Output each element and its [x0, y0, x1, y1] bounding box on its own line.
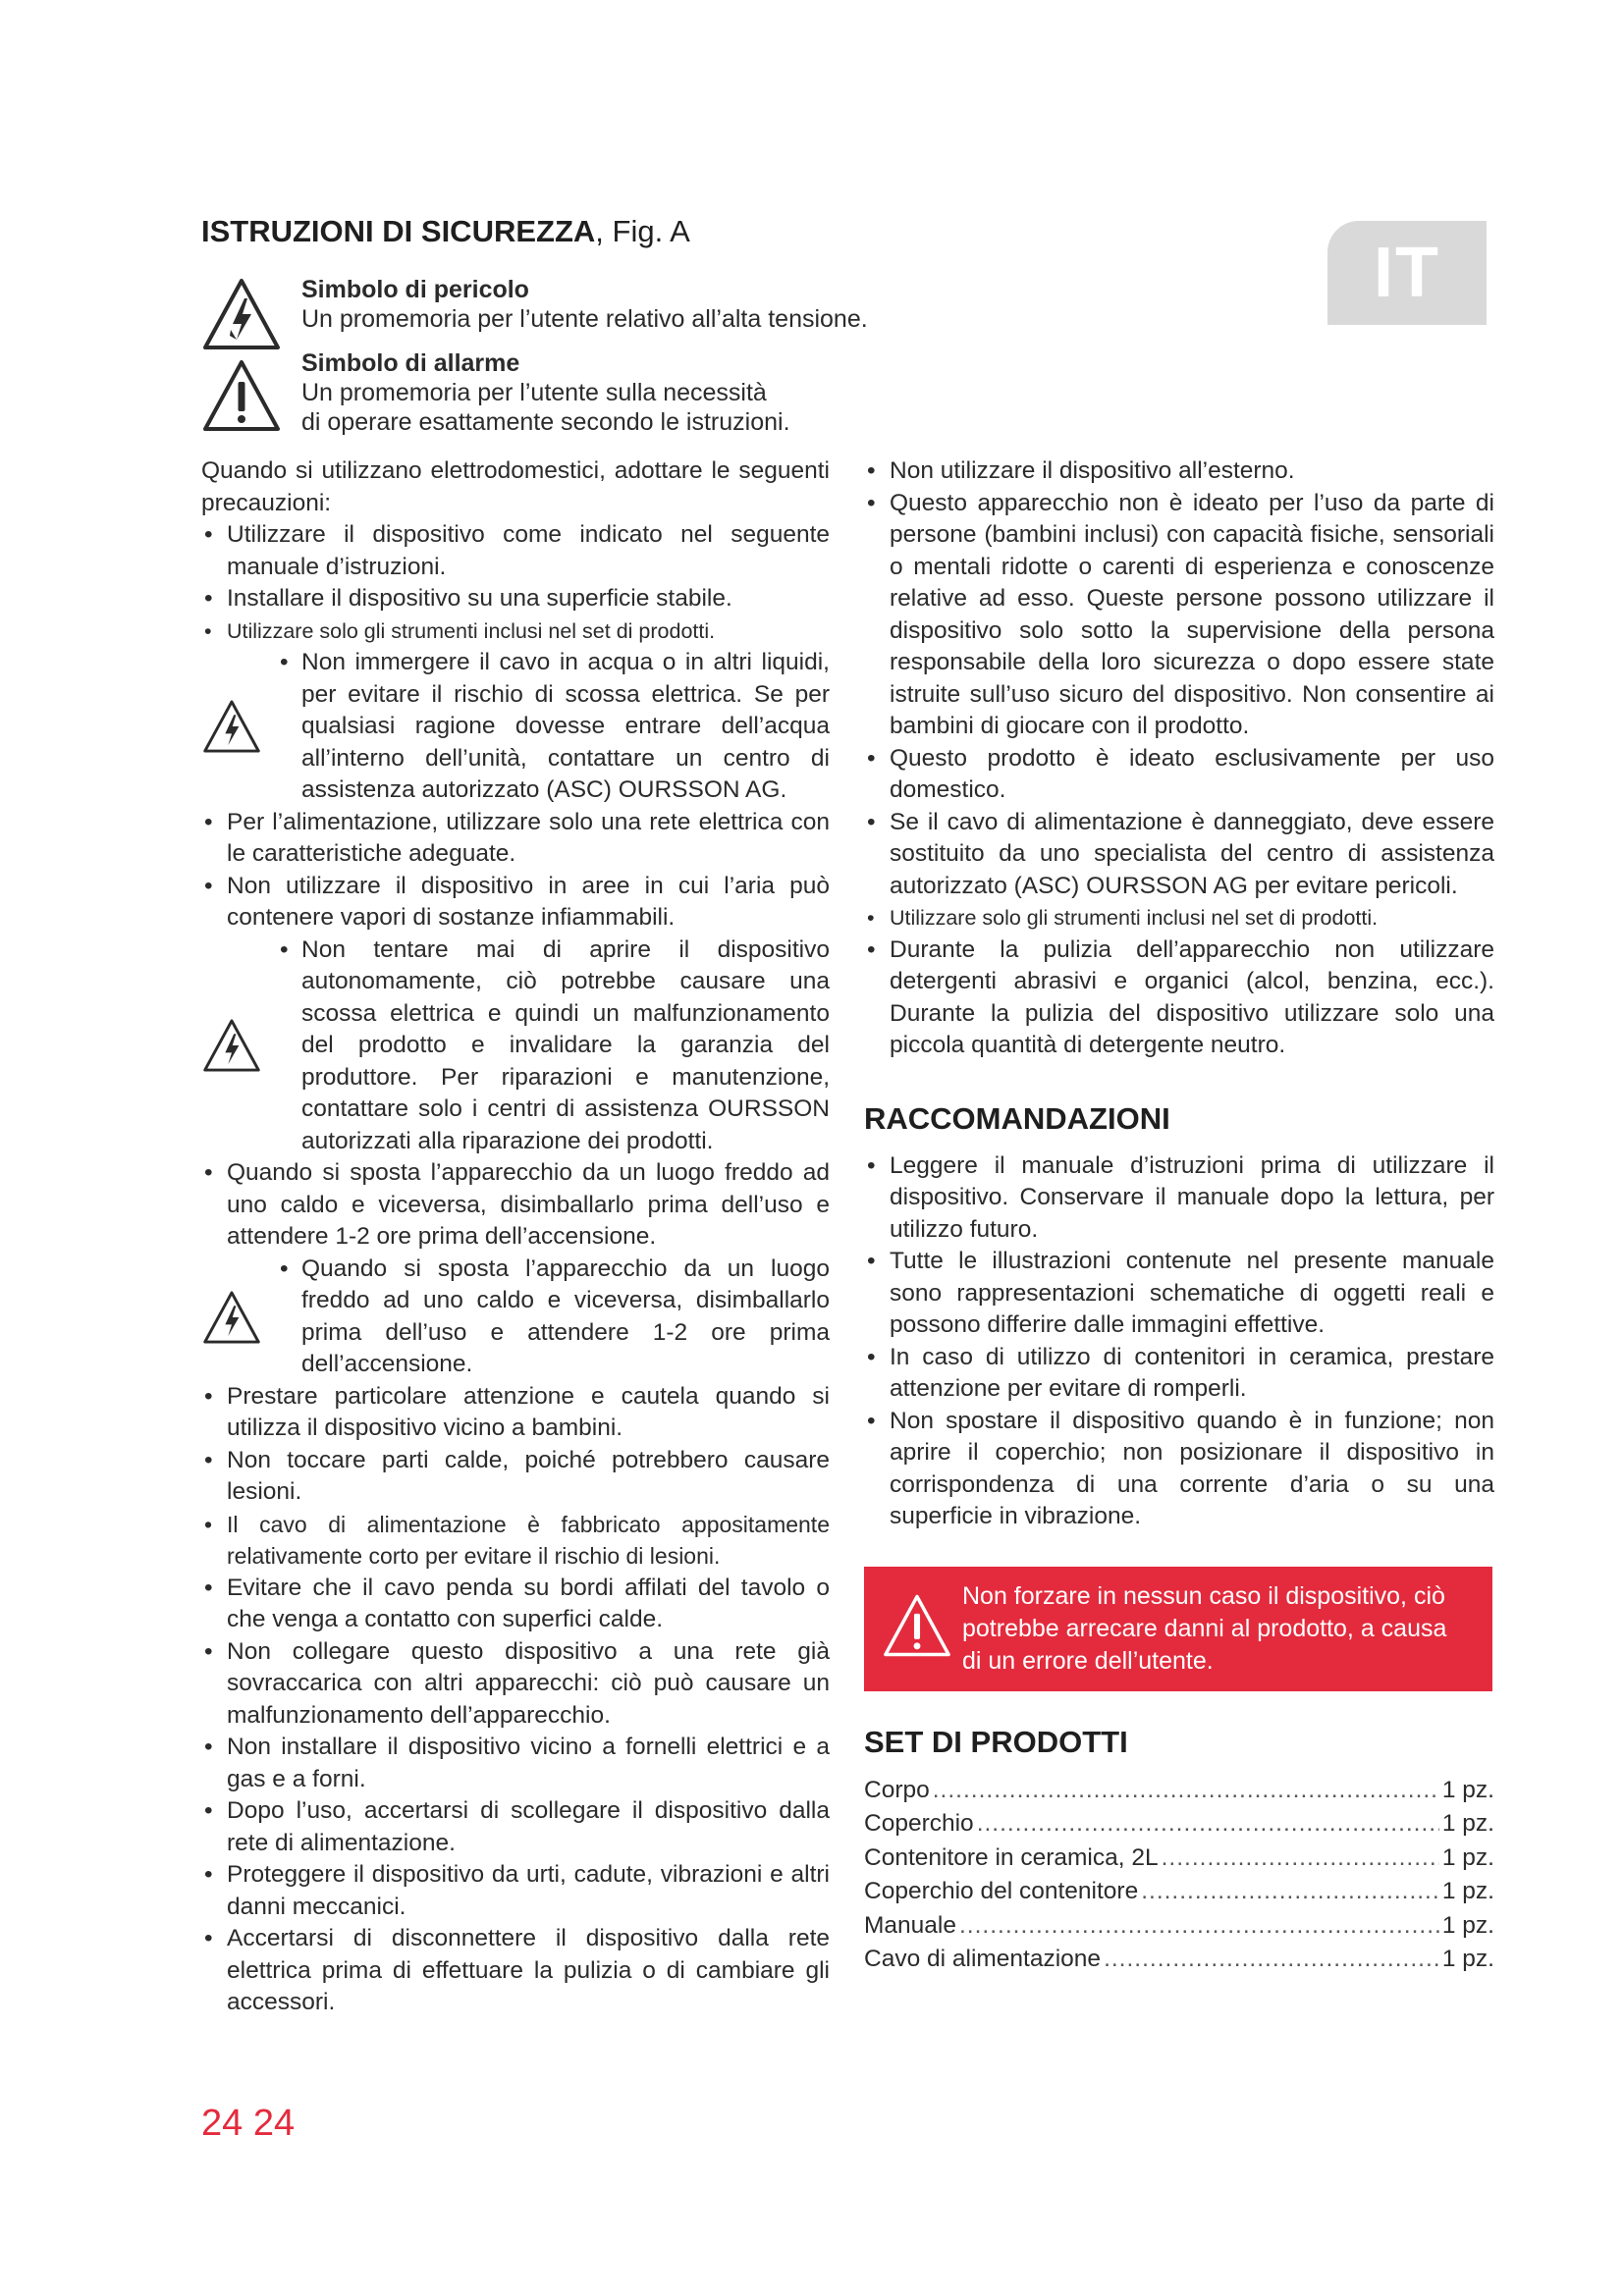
product-qty: 1 pz. — [1441, 1776, 1494, 1803]
list-item: • Utilizzare solo gli strumenti inclusi nel set di prodotti. — [864, 902, 1494, 934]
product-qty: 1 pz. — [1441, 1843, 1494, 1871]
symbol-heading: Simbolo di allarme — [301, 349, 520, 377]
list-item: • Questo prodotto è ideato esclusivamente per uso domestico. — [864, 743, 1494, 807]
product-qty: 1 pz. — [1441, 1946, 1494, 1972]
list-item: • Non utilizzare il dispositivo all’esterno. — [864, 455, 1494, 488]
symbol-description: Un promemoria per l’utente relativo all’alta tensione. — [301, 305, 868, 333]
warning-item — [201, 1254, 830, 1381]
warning-item — [201, 647, 830, 807]
list-item: • Non utilizzare il dispositivo in aree in cui l’aria può contenere vapori di sostanze infiammabili. — [201, 871, 830, 934]
product-qty: 1 pz. — [1441, 1878, 1494, 1904]
list-item: • In caso di utilizzo di contenitori in ceramica, prestare attenzione per evitare di romperli. — [864, 1342, 1494, 1406]
product-name: Corpo — [864, 1776, 930, 1803]
product-set-row — [864, 1875, 1494, 1909]
dot-leader — [959, 1909, 1439, 1944]
warning-text: • Non tentare mai di aprire il dispositivo autonomamente, ciò potrebbe causare una scossa elettrica e quindi un malfunzionamento del prodotto e invalidare la garanzia del produttore. Per riparazioni e manutenzione, contattare solo i centri di assistenza OURSSON autorizzati alla riparazione dei prodotti. — [280, 934, 830, 1158]
list-item: • Non installare il dispositivo vicino a fornelli elettrici e a gas e a forni. — [201, 1732, 830, 1795]
product-name: Manuale — [864, 1911, 956, 1939]
warning-box — [864, 1567, 1492, 1691]
list-item: • Non toccare parti calde, poiché potrebbero causare lesioni. — [201, 1445, 830, 1509]
high-voltage-icon — [201, 277, 282, 351]
language-tab: IT — [1327, 221, 1487, 325]
list-item: • Installare il dispositivo su una superficie stabile. — [201, 583, 830, 615]
list-item: • Se il cavo di alimentazione è danneggiato, deve essere sostituito da uno specialista del centro di assistenza autorizzato (ASC) OURSSON AG per evitare pericoli. — [864, 807, 1494, 903]
list-item: • Tutte le illustrazioni contenute nel presente manuale sono rappresentazioni schematiche di oggetti reali e possono differire dalle immagini effettive. — [864, 1246, 1494, 1342]
list-item: • Evitare che il cavo penda su bordi affilati del tavolo o che venga a contatto con superfici calde. — [201, 1573, 830, 1636]
symbol-danger — [201, 275, 928, 334]
page-title — [201, 214, 690, 249]
product-name: Cavo di alimentazione — [864, 1946, 1102, 1972]
list-item: • Durante la pulizia dell’apparecchio non utilizzare detergenti abrasivi e organici (alcol, benzina, ecc.). Durante la pulizia del dispositivo utilizzare solo una piccola quantità di detergente neutro. — [864, 934, 1494, 1062]
list-item: • Per l’alimentazione, utilizzare solo una rete elettrica con le caratteristiche adeguate. — [201, 807, 830, 871]
product-set-row — [864, 1774, 1494, 1808]
product-qty: 1 pz. — [1441, 1810, 1494, 1837]
title-bold: ISTRUZIONI DI SICUREZZA — [201, 214, 596, 248]
product-name: Coperchio del contenitore — [864, 1878, 1139, 1904]
left-column — [201, 455, 830, 2019]
symbol-heading: Simbolo di pericolo — [301, 276, 529, 303]
dot-leader — [1141, 1875, 1439, 1909]
list-item: • Utilizzare il dispositivo come indicato nel seguente manuale d’istruzioni. — [201, 519, 830, 583]
product-set-row — [864, 1807, 1494, 1842]
symbol-description-line: Un promemoria per l’utente sulla necessità — [301, 379, 767, 406]
symbol-alarm — [201, 348, 928, 439]
product-set-row — [864, 1842, 1494, 1876]
product-set-title: SET DI PRODOTTI — [864, 1724, 1128, 1759]
list-item: • Accertarsi di disconnettere il dispositivo dalla rete elettrica prima di effettuare la pulizia o di cambiare gli accessori. — [201, 1923, 830, 2019]
right-column — [864, 455, 1494, 1977]
symbol-description-line: di operare esattamente secondo le istruzioni. — [301, 408, 790, 436]
list-item: • Quando si sposta l’apparecchio da un luogo freddo ad uno caldo e viceversa, disimballarlo prima dell’uso e attendere 1-2 ore prima dell’accensione. — [201, 1157, 830, 1254]
list-item: • Utilizzare solo gli strumenti inclusi nel set di prodotti. — [201, 615, 830, 648]
recommendations-title: RACCOMANDAZIONI — [864, 1100, 1170, 1136]
intro-text: Quando si utilizzano elettrodomestici, adottare le seguenti precauzioni: — [201, 457, 830, 516]
product-set-row — [864, 1943, 1494, 1977]
list-item: • Prestare particolare attenzione e cautela quando si utilizza il dispositivo vicino a bambini. — [201, 1381, 830, 1445]
warning-box-text: Non forzare in nessun caso il dispositivo, ciò potrebbe arrecare danni al prodotto, a causa di un errore dell’utente. — [962, 1581, 1447, 1675]
warning-text: • Quando si sposta l’apparecchio da un luogo freddo ad uno caldo e viceversa, disimballarlo prima dell’uso e attendere 1-2 ore prima dell’accensione. — [280, 1254, 830, 1381]
product-name: Coperchio — [864, 1810, 974, 1837]
list-item: • Non collegare questo dispositivo a una rete già sovraccarica con altri apparecchi: ciò può causare un malfunzionamento dell’apparecchio. — [201, 1636, 830, 1733]
page-number: 24 24 — [201, 2103, 296, 2144]
list-item: • Leggere il manuale d’istruzioni prima di utilizzare il dispositivo. Conservare il manuale dopo la lettura, per utilizzo futuro. — [864, 1150, 1494, 1247]
dot-leader — [1104, 1943, 1439, 1977]
exclamation-warning-icon — [882, 1593, 952, 1658]
warning-item — [201, 934, 830, 1158]
high-voltage-icon — [201, 1290, 262, 1345]
list-item: • Il cavo di alimentazione è fabbricato appositamente relativamente corto per evitare il rischio di lesioni. — [201, 1509, 830, 1573]
list-item: • Dopo l’uso, accertarsi di scollegare il dispositivo dalla rete di alimentazione. — [201, 1795, 830, 1859]
product-set-list — [864, 1774, 1494, 1977]
high-voltage-icon — [201, 699, 262, 754]
product-qty: 1 pz. — [1441, 1911, 1494, 1939]
list-item: • Proteggere il dispositivo da urti, cadute, vibrazioni e altri danni meccanici. — [201, 1859, 830, 1923]
dot-leader — [933, 1774, 1439, 1808]
dot-leader — [977, 1807, 1439, 1842]
warning-text: • Non immergere il cavo in acqua o in altri liquidi, per evitare il rischio di scossa elettrica. Se per qualsiasi ragione dovesse entrare dell’acqua all’interno dell’unità, contattare un centro di assistenza autorizzato (ASC) OURSSON AG. — [280, 647, 830, 807]
dot-leader — [1162, 1842, 1439, 1876]
list-item: • Non spostare il dispositivo quando è in funzione; non aprire il coperchio; non posizionare il dispositivo in corrispondenza di una corrente d’aria o su una superficie in vibrazione. — [864, 1406, 1494, 1533]
list-item: • Questo apparecchio non è ideato per l’uso da parte di persone (bambini inclusi) con capacità fisiche, sensoriali o mentali ridotte o carenti di esperienza e conoscenze relative ad esso. Queste persone possono utilizzare il dispositivo solo sotto la supervisione della persona responsabile della loro sicurezza o dopo essere state istruite sull’uso sicuro del dispositivo. Non consentire ai bambini di giocare con il prodotto. — [864, 488, 1494, 743]
exclamation-warning-icon — [201, 358, 282, 433]
product-name: Contenitore in ceramica, 2L — [864, 1843, 1159, 1871]
title-suffix: , Fig. A — [595, 214, 690, 248]
high-voltage-icon — [201, 1018, 262, 1073]
product-set-row — [864, 1909, 1494, 1944]
